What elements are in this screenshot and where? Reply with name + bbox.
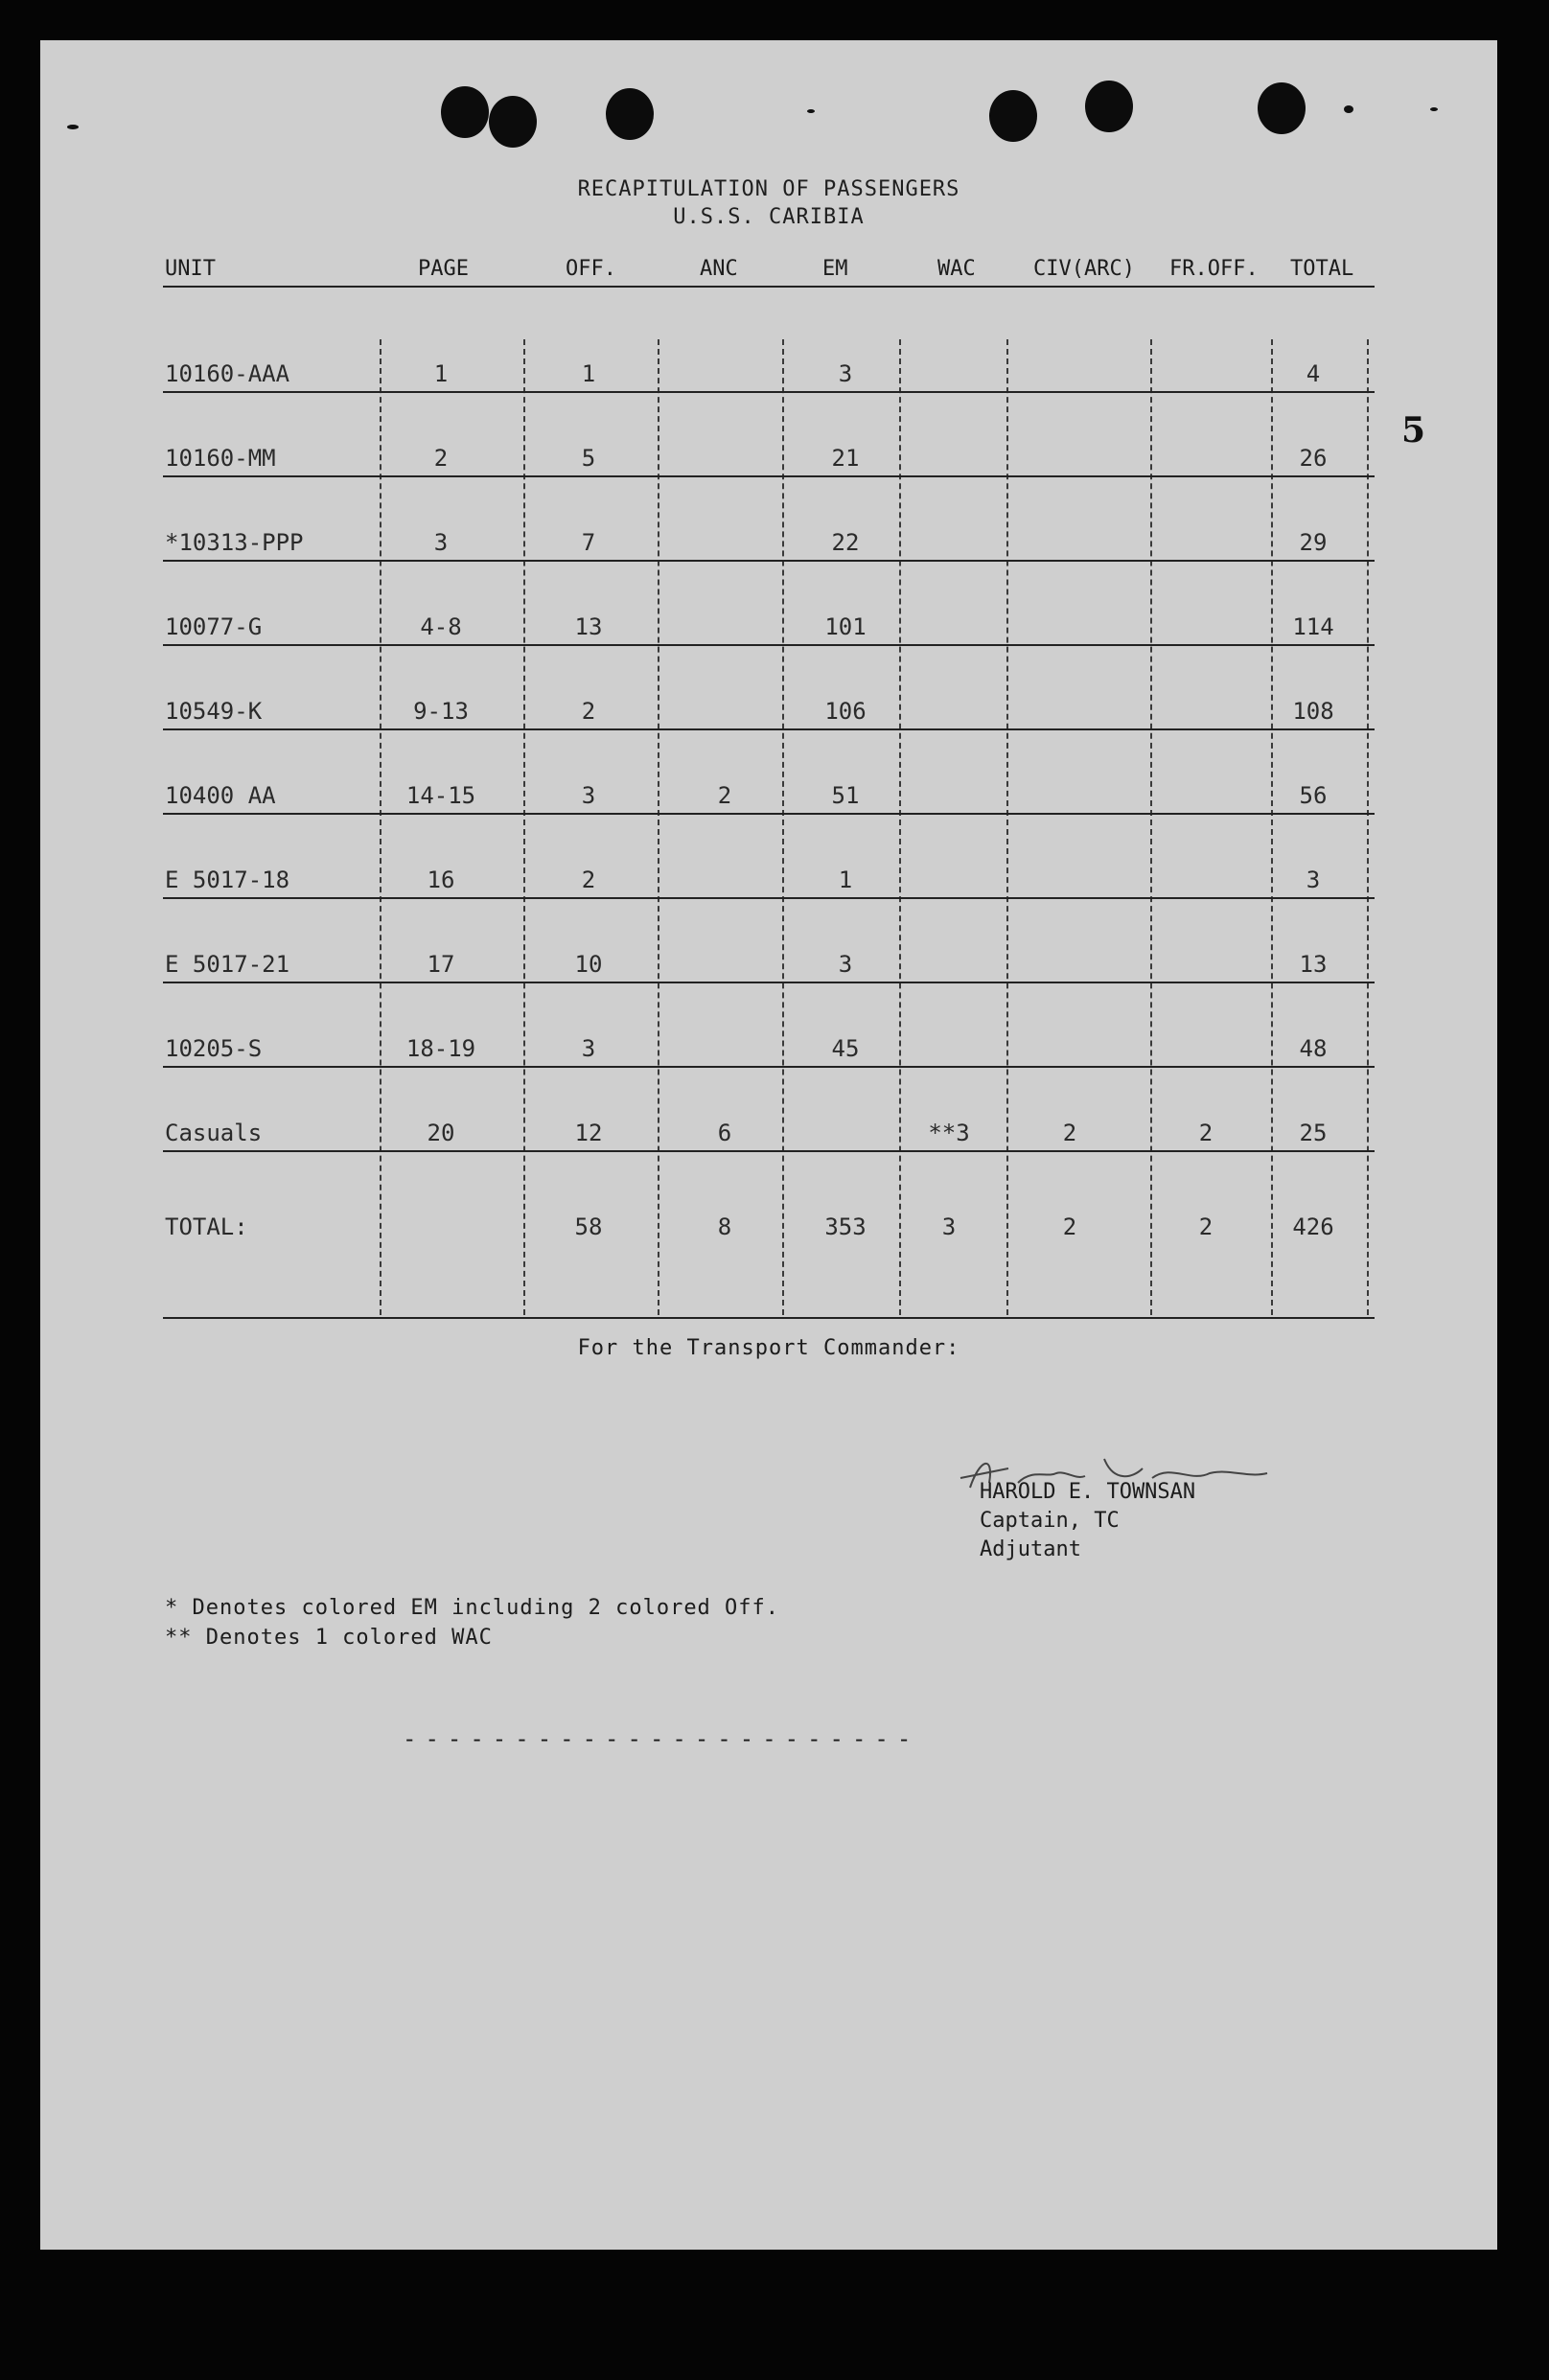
row-underline (163, 1066, 1375, 1068)
table-cell: 2 (581, 867, 596, 893)
table-cell-unit: E 5017-18 (165, 867, 290, 893)
table-cell-unit: 10160-MM (165, 445, 276, 472)
table-cell: 2 (1062, 1120, 1077, 1146)
margin-page-number: 5 (1401, 410, 1426, 451)
column-divider (782, 339, 784, 1315)
total-cell: 3 (941, 1213, 957, 1240)
row-underline (163, 813, 1375, 815)
column-header: WAC (937, 257, 976, 281)
signer-title: Adjutant (980, 1537, 1081, 1561)
column-divider (1150, 339, 1152, 1315)
footnote-1: * Denotes colored EM including 2 colored Off. (165, 1596, 780, 1620)
table-cell: 22 (831, 529, 860, 556)
table-cell: 26 (1299, 445, 1328, 472)
column-divider (899, 339, 901, 1315)
table-cell: 3 (838, 951, 853, 978)
table-cell: 29 (1299, 529, 1328, 556)
total-cell: 2 (1062, 1213, 1077, 1240)
table-cell: **3 (928, 1120, 970, 1146)
total-cell: 58 (574, 1213, 603, 1240)
table-cell: 106 (824, 698, 867, 725)
table-cell: 48 (1299, 1035, 1328, 1062)
total-label: TOTAL: (165, 1213, 248, 1240)
column-header: ANC (700, 257, 738, 281)
column-header: CIV(ARC) (1033, 257, 1135, 281)
total-cell: 353 (824, 1213, 867, 1240)
signer-name: HAROLD E. TOWNSAN (980, 1480, 1196, 1504)
column-divider (1367, 339, 1369, 1315)
table-cell: 2 (433, 445, 449, 472)
table-cell: 25 (1299, 1120, 1328, 1146)
dashed-rule: ----------------------- (403, 1725, 920, 1752)
table-cell: 3 (838, 360, 853, 387)
paper-speck (67, 125, 79, 129)
table-cell: 20 (427, 1120, 455, 1146)
column-divider (523, 339, 525, 1315)
for-commander-line: For the Transport Commander: (577, 1336, 960, 1360)
table-cell: 3 (581, 1035, 596, 1062)
column-divider (380, 339, 381, 1315)
row-underline (163, 560, 1375, 562)
table-cell: 4 (1306, 360, 1321, 387)
table-cell: 2 (1198, 1120, 1214, 1146)
punch-hole (989, 90, 1037, 142)
table-cell-unit: 10077-G (165, 613, 263, 640)
table-cell: 3 (581, 782, 596, 809)
column-header: FR.OFF. (1169, 257, 1259, 281)
table-cell: 5 (581, 445, 596, 472)
column-header: OFF. (566, 257, 616, 281)
paper-speck (1344, 105, 1353, 113)
row-underline (163, 391, 1375, 393)
document-page (40, 40, 1497, 2250)
punch-hole (489, 96, 537, 148)
column-header: PAGE (418, 257, 469, 281)
table-cell: 12 (574, 1120, 603, 1146)
table-cell: 51 (831, 782, 860, 809)
punch-hole (1085, 81, 1133, 132)
table-cell: 13 (1299, 951, 1328, 978)
table-cell: 56 (1299, 782, 1328, 809)
table-cell-unit: E 5017-21 (165, 951, 290, 978)
table-cell: 4-8 (420, 613, 462, 640)
column-divider (1006, 339, 1008, 1315)
punch-hole (441, 86, 489, 138)
signature-block (980, 1478, 1195, 1564)
table-cell: 108 (1292, 698, 1334, 725)
table-cell: 3 (1306, 867, 1321, 893)
table-cell-unit: 10549-K (165, 698, 263, 725)
column-divider (1271, 339, 1273, 1315)
table-cell: 13 (574, 613, 603, 640)
table-cell-unit: 10160-AAA (165, 360, 290, 387)
footnote-2: ** Denotes 1 colored WAC (165, 1626, 493, 1650)
table-cell: 14-15 (405, 782, 476, 809)
column-header: UNIT (165, 257, 216, 281)
table-cell-unit: Casuals (165, 1120, 263, 1146)
title-line-1: RECAPITULATION OF PASSENGERS (577, 177, 960, 201)
total-cell: 8 (717, 1213, 732, 1240)
table-cell: 114 (1292, 613, 1334, 640)
column-header: EM (822, 257, 848, 281)
title-line-2: U.S.S. CARIBIA (673, 205, 865, 229)
paper-speck (1430, 107, 1438, 111)
table-cell: 1 (433, 360, 449, 387)
total-cell: 2 (1198, 1213, 1214, 1240)
row-underline (163, 982, 1375, 983)
row-underline (163, 1150, 1375, 1152)
table-cell: 1 (838, 867, 853, 893)
table-cell: 3 (433, 529, 449, 556)
header-underline (163, 286, 1375, 288)
table-cell: 6 (717, 1120, 732, 1146)
punch-hole (606, 88, 654, 140)
table-cell-unit: *10313-PPP (165, 529, 304, 556)
table-bottom-rule (163, 1317, 1375, 1319)
table-cell: 101 (824, 613, 867, 640)
paper-speck (807, 109, 815, 113)
column-header: TOTAL (1290, 257, 1354, 281)
row-underline (163, 644, 1375, 646)
table-cell: 21 (831, 445, 860, 472)
table-cell: 1 (581, 360, 596, 387)
table-cell: 16 (427, 867, 455, 893)
row-underline (163, 897, 1375, 899)
table-cell: 2 (717, 782, 732, 809)
table-cell: 18-19 (405, 1035, 476, 1062)
column-divider (658, 339, 659, 1315)
total-cell: 426 (1292, 1213, 1334, 1240)
signer-rank: Captain, TC (980, 1509, 1120, 1533)
table-cell: 7 (581, 529, 596, 556)
recap-table (163, 257, 1375, 1323)
table-cell: 45 (831, 1035, 860, 1062)
table-cell-unit: 10400 AA (165, 782, 276, 809)
table-cell: 9-13 (413, 698, 469, 725)
table-cell: 17 (427, 951, 455, 978)
row-underline (163, 475, 1375, 477)
footnotes (165, 1593, 779, 1652)
table-cell-unit: 10205-S (165, 1035, 263, 1062)
row-underline (163, 728, 1375, 730)
punch-hole (1258, 82, 1306, 134)
table-cell: 2 (581, 698, 596, 725)
table-cell: 10 (574, 951, 603, 978)
